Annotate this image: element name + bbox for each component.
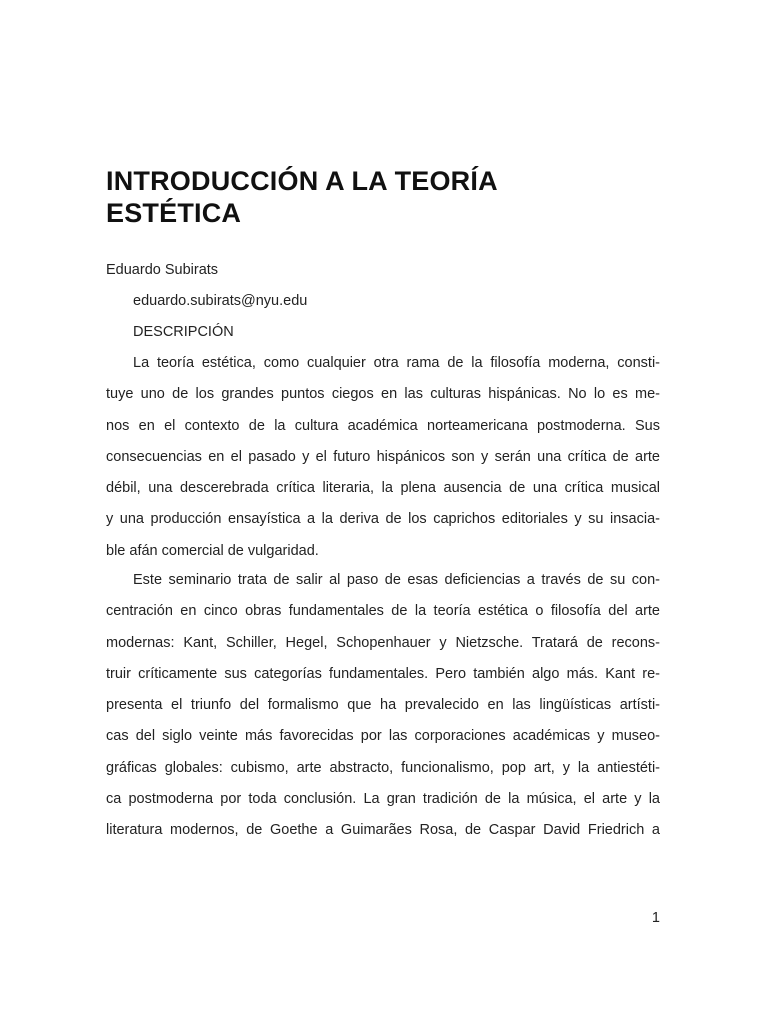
paragraph-line: cas del siglo veinte más favorecidas por las corporaciones académicas y museo- <box>106 728 660 745</box>
paragraph-line: truir críticamente sus categorías fundamentales. Pero también algo más. Kant re- <box>106 665 660 682</box>
author-email: eduardo.subirats@nyu.edu <box>133 293 308 309</box>
paragraph-line: literatura modernos, de Goethe a Guimarães Rosa, de Caspar David Friedrich a <box>106 822 660 839</box>
paragraph-line: ble afán comercial de vulgaridad. <box>106 542 319 559</box>
paragraph-line: débil, una descerebrada crítica literaria, la plena ausencia de una crítica musical <box>106 480 660 497</box>
paragraph-line: gráficas globales: cubismo, arte abstracto, funcionalismo, pop art, y la antiestéti- <box>106 759 660 776</box>
section-heading: DESCRIPCIÓN <box>133 324 234 340</box>
paragraph-line: La teoría estética, como cualquier otra rama de la filosofía moderna, consti- <box>133 355 660 371</box>
author-name: Eduardo Subirats <box>106 262 219 278</box>
document-title-line: INTRODUCCIÓN A LA TEORÍA <box>106 166 498 196</box>
paragraph-line: ca postmoderna por toda conclusión. La gran tradición de la música, el arte y la <box>106 791 660 808</box>
document-title <box>106 165 660 229</box>
document-title-line: ESTÉTICA <box>106 198 242 228</box>
paragraph-line: presenta el triunfo del formalismo que ha prevalecido en las lingüísticas artísti- <box>106 697 660 714</box>
paragraph-1 <box>106 351 660 570</box>
paragraph-line: consecuencias en el pasado y el futuro hispánicos son y serán una crítica de arte <box>106 448 660 465</box>
page-number: 1 <box>651 910 660 926</box>
document-page <box>106 0 660 1024</box>
paragraph-line: modernas: Kant, Schiller, Hegel, Schopenhauer y Nietzsche. Tratará de recons- <box>106 634 660 651</box>
paragraph-line: tuye uno de los grandes puntos ciegos en las culturas hispánicas. No lo es me- <box>106 386 660 403</box>
paragraph-line: nos en el contexto de la cultura académica norteamericana postmoderna. Sus <box>106 417 660 434</box>
paragraph-line: y una producción ensayística a la deriva de los caprichos editoriales y su insacia- <box>106 511 660 528</box>
paragraph-line: centración en cinco obras fundamentales de la teoría estética o filosofía del arte <box>106 603 660 620</box>
paragraph-line: Este seminario trata de salir al paso de esas deficiencias a través de su con- <box>133 572 660 588</box>
paragraph-2 <box>106 568 660 850</box>
